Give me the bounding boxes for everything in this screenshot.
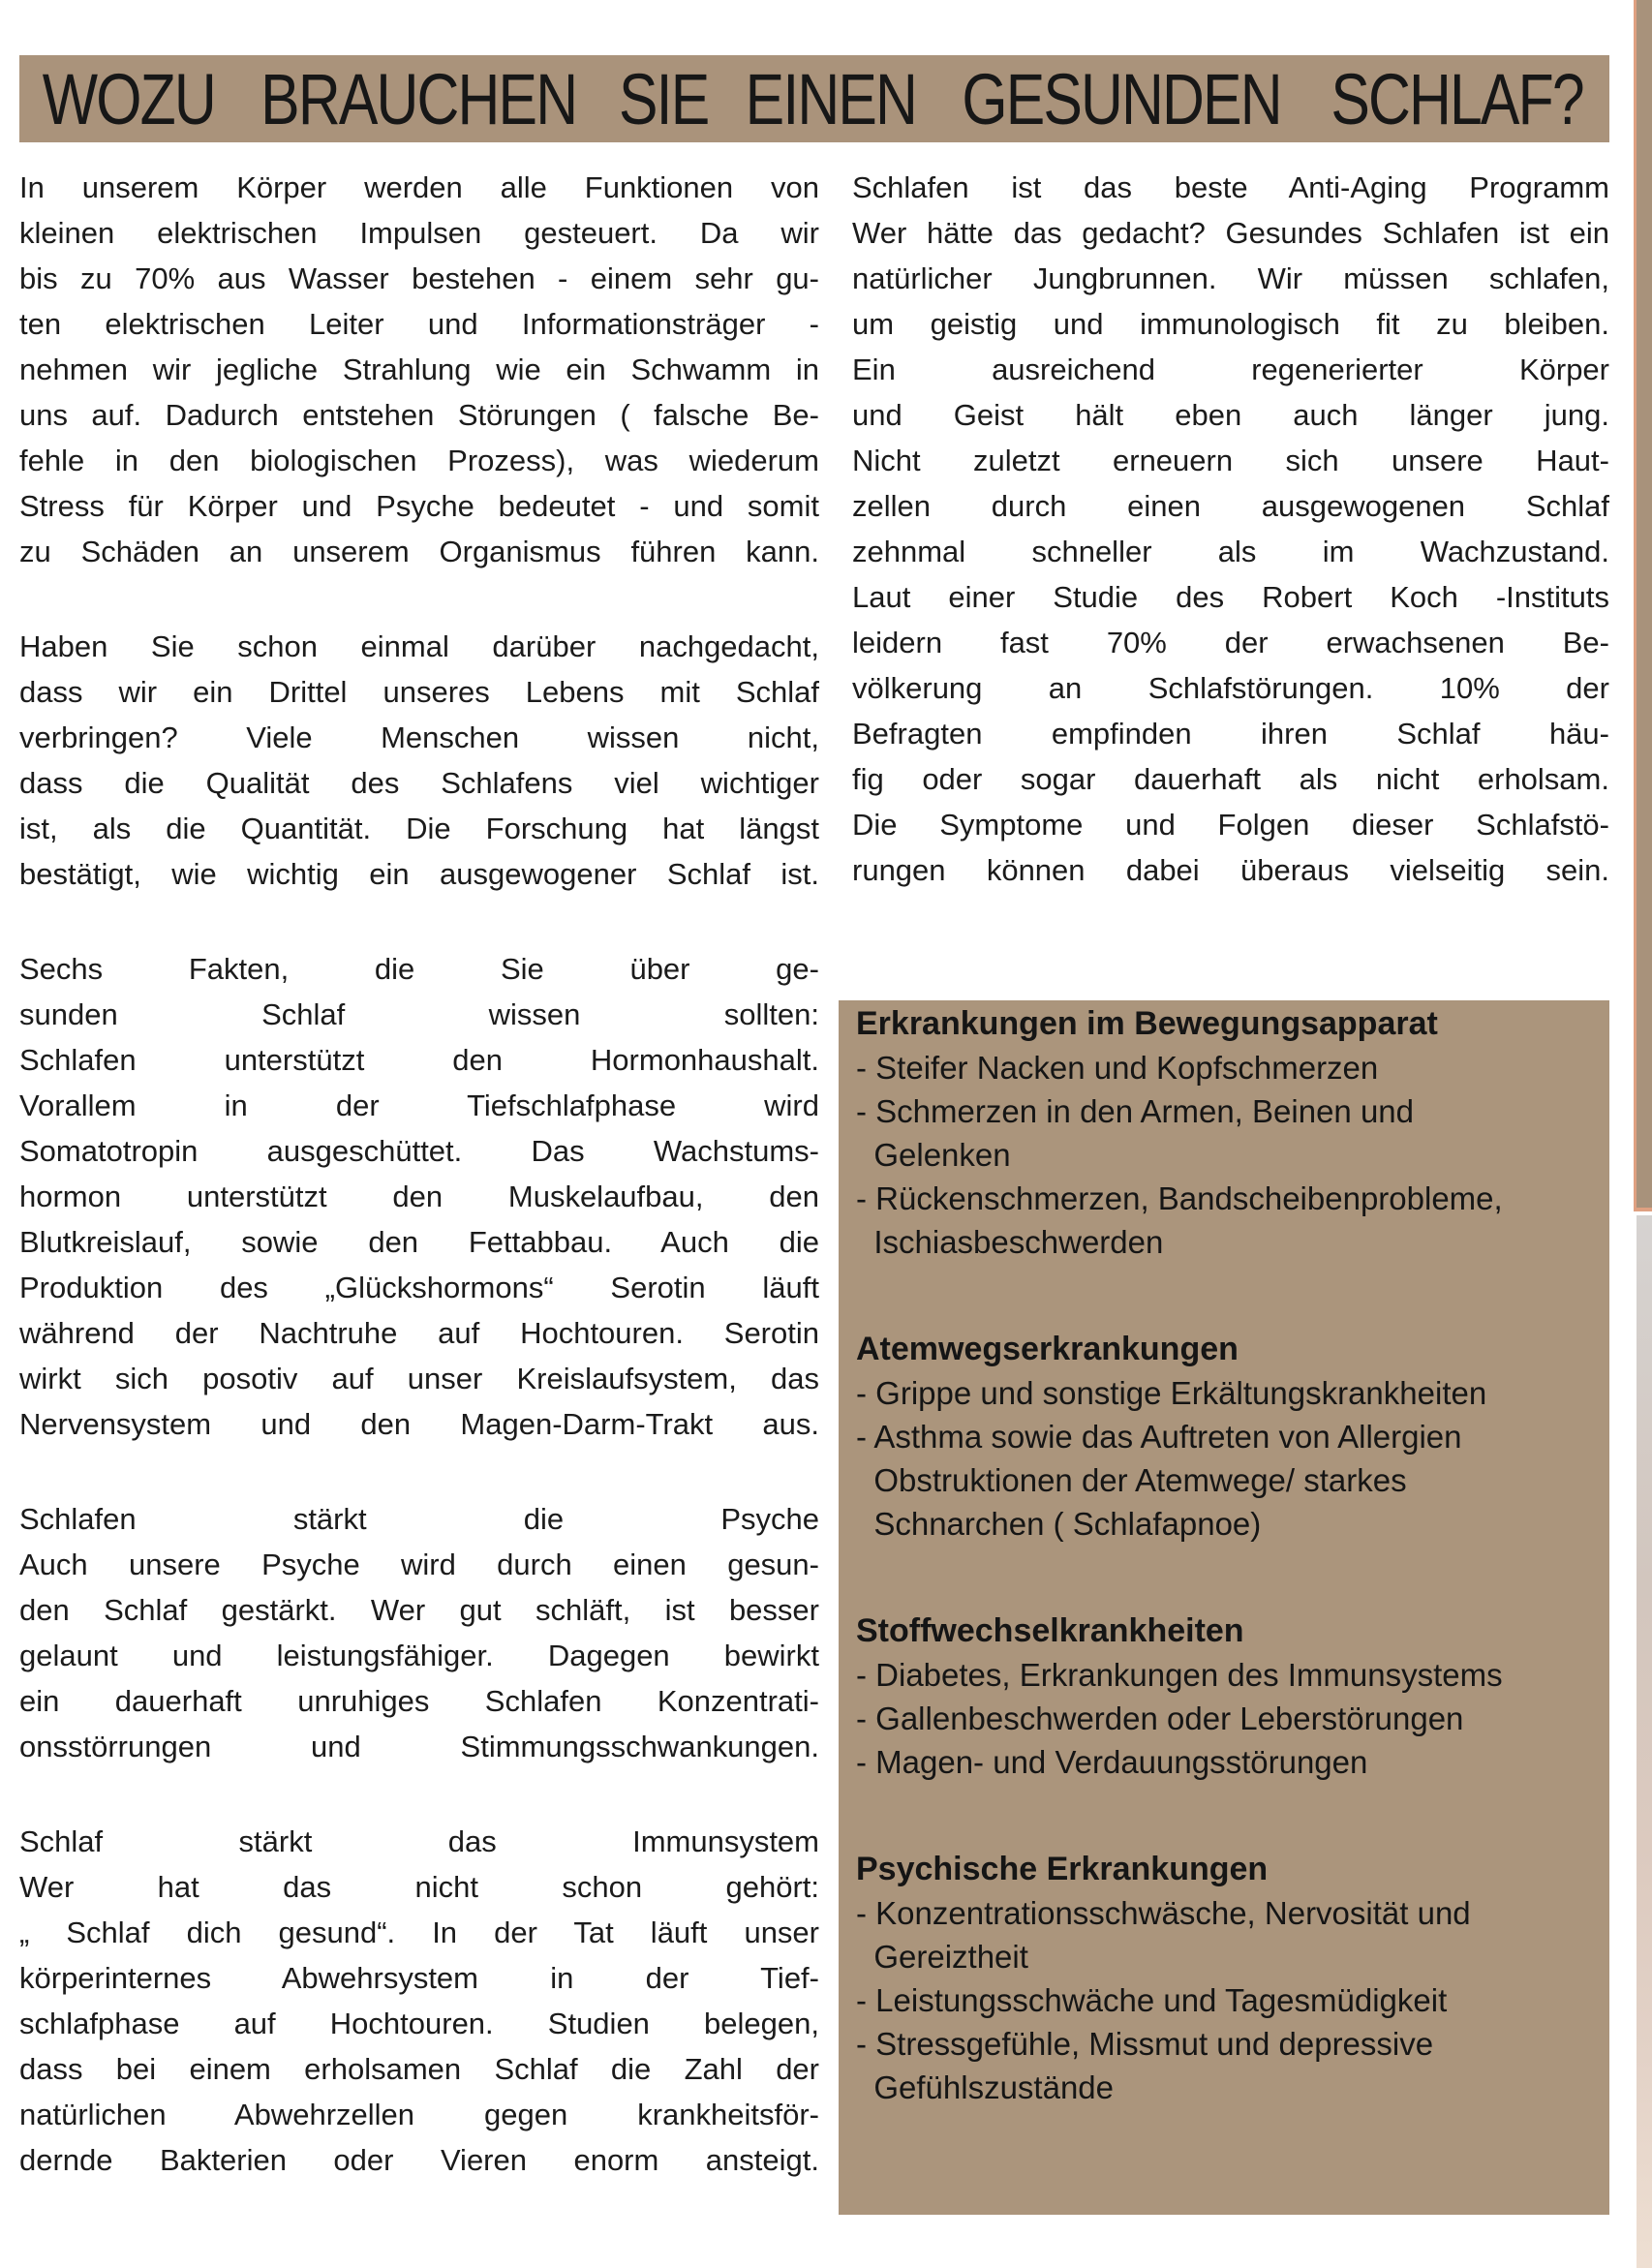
text-line: nehmen wir jegliche Strahlung wie ein Schwamm in [19, 352, 819, 386]
illness-section-heading: Erkrankungen im Bewegungsapparat [856, 1005, 1438, 1042]
text-line: bestätigt, wie wichtig ein ausgewogener Schlaf ist. [19, 857, 819, 891]
text-line: völkerung an Schlafstörungen. 10% der [852, 671, 1609, 705]
text-line: während der Nachtruhe auf Hochtouren. Serotin [19, 1316, 819, 1350]
text-line: Laut einer Studie des Robert Koch -Instituts [852, 580, 1609, 614]
text-line: wirkt sich posotiv auf unser Kreislaufsystem, das [19, 1362, 819, 1395]
header-band [19, 55, 1609, 142]
text-line: Die Symptome und Folgen dieser Schlafstö- [852, 808, 1609, 842]
text-line: Wer hätte das gedacht? Gesundes Schlafen ist ein [852, 216, 1609, 250]
next-page-edge-photo [1637, 1215, 1652, 2268]
text-line: dernde Bakterien oder Vieren enorm ansteigt. [19, 2143, 819, 2177]
text-line: körperinternes Abwehrsystem in der Tief- [19, 1961, 819, 1995]
illness-item: - Asthma sowie das Auftreten von Allergien [856, 1419, 1462, 1455]
text-line: dass wir ein Drittel unseres Lebens mit Schlaf [19, 675, 819, 709]
paragraph [19, 1819, 819, 2183]
text-line: zellen durch einen ausgewogenen Schlaf [852, 489, 1609, 523]
title-word: WOZU [42, 58, 215, 139]
paragraph [852, 165, 1609, 893]
text-line: Nicht zuletzt erneuern sich unsere Haut- [852, 444, 1609, 477]
paragraph [19, 1496, 819, 1769]
illness-item: Schnarchen ( Schlafapnoe) [856, 1506, 1262, 1542]
text-line: und Geist hält eben auch länger jung. [852, 398, 1609, 432]
illness-section-heading: Stoffwechselkrankheiten [856, 1612, 1244, 1649]
text-line: schlafphase auf Hochtouren. Studien belegen, [19, 2007, 819, 2040]
paragraph [19, 624, 819, 897]
illness-section-heading: Atemwegserkrankungen [856, 1331, 1239, 1367]
text-line: bis zu 70% aus Wasser bestehen - einem sehr gu- [19, 261, 819, 295]
text-line: verbringen? Viele Menschen wissen nicht, [19, 720, 819, 754]
illness-item: - Konzentrationsschwäsche, Nervosität und [856, 1895, 1471, 1931]
illness-item: - Gallenbeschwerden oder Leberstörungen [856, 1701, 1464, 1736]
text-line: Blutkreislauf, sowie den Fettabbau. Auch die [19, 1225, 819, 1259]
text-line: Sechs Fakten, die Sie über ge- [19, 952, 819, 986]
illness-item: - Schmerzen in den Armen, Beinen und [856, 1093, 1415, 1129]
illness-item: - Magen- und Verdauungsstörungen [856, 1744, 1368, 1780]
illness-item: - Steifer Nacken und Kopfschmerzen [856, 1050, 1379, 1086]
text-line: fehle in den biologischen Prozess), was wiederum [19, 444, 819, 477]
next-page-edge-tan [1634, 0, 1652, 1211]
illness-item: - Grippe und sonstige Erkältungskrankheiten [856, 1375, 1487, 1411]
text-line: Produktion des „Glückshormons“ Serotin läuft [19, 1271, 819, 1304]
illness-item: - Stressgefühle, Missmut und depressive [856, 2026, 1434, 2062]
illness-item: Gefühlszustände [856, 2069, 1115, 2105]
text-line: rungen können dabei überaus vielseitig sein. [852, 853, 1609, 887]
right-column [852, 165, 1609, 942]
title-word: BRAUCHEN [260, 58, 577, 139]
text-line: kleinen elektrischen Impulsen gesteuert. Da wir [19, 216, 819, 250]
text-line: fig oder sogar dauerhaft als nicht erholsam. [852, 762, 1609, 796]
text-line: hormon unterstützt den Muskelaufbau, den [19, 1180, 819, 1213]
illness-item: Gereiztheit [856, 1939, 1028, 1975]
left-column [19, 165, 819, 2232]
paragraph [19, 946, 819, 1447]
title-word: SCHLAF? [1331, 58, 1583, 139]
text-line: natürlicher Jungbrunnen. Wir müssen schlafen, [852, 261, 1609, 295]
text-line: ein dauerhaft unruhiges Schlafen Konzentrati- [19, 1684, 819, 1718]
text-line: Nervensystem und den Magen-Darm-Trakt aus. [19, 1407, 819, 1441]
text-line: dass bei einem erholsamen Schlaf die Zahl der [19, 2052, 819, 2086]
text-line: Stress für Körper und Psyche bedeutet - und somit [19, 489, 819, 523]
illness-section [856, 1848, 1592, 2109]
text-line: Auch unsere Psyche wird durch einen gesun- [19, 1548, 819, 1581]
title-word: GESUNDEN [962, 58, 1281, 139]
text-line: leidern fast 70% der erwachsenen Be- [852, 626, 1609, 659]
text-line: Wer hat das nicht schon gehört: [19, 1870, 819, 1904]
text-line: „ Schlaf dich gesund“. In der Tat läuft unser [19, 1916, 819, 1949]
text-line: natürlichen Abwehrzellen gegen krankheitsför- [19, 2098, 819, 2131]
illness-section-heading: Psychische Erkrankungen [856, 1851, 1269, 1887]
text-line: Schlafen stärkt die Psyche [19, 1502, 819, 1536]
text-line: Schlafen unterstützt den Hormonhaushalt. [19, 1043, 819, 1077]
text-line: gelaunt und leistungsfähiger. Dagegen bewirkt [19, 1639, 819, 1672]
illness-section [856, 1002, 1592, 1264]
text-line: den Schlaf gestärkt. Wer gut schläft, ist besser [19, 1593, 819, 1627]
title-word: SIE [619, 58, 709, 139]
text-line: Befragten empfinden ihren Schlaf häu- [852, 717, 1609, 751]
paragraph [19, 165, 819, 574]
text-line: zehnmal schneller als im Wachzustand. [852, 535, 1609, 568]
text-line: zu Schäden an unserem Organismus führen kann. [19, 535, 819, 568]
text-line: ten elektrischen Leiter und Informationsträger - [19, 307, 819, 341]
title-word: EINEN [745, 58, 916, 139]
text-line: um geistig und immunologisch fit zu bleiben. [852, 307, 1609, 341]
text-line: ist, als die Quantität. Die Forschung hat längst [19, 812, 819, 845]
illness-section [856, 1609, 1592, 1784]
text-line: onsstörrungen und Stimmungsschwankungen. [19, 1730, 819, 1763]
illness-item: - Diabetes, Erkrankungen des Immunsystems [856, 1657, 1503, 1693]
text-line: In unserem Körper werden alle Funktionen von [19, 170, 819, 204]
text-line: uns auf. Dadurch entstehen Störungen ( falsche Be- [19, 398, 819, 432]
illness-item: Ischiasbeschwerden [856, 1224, 1164, 1260]
text-line: Haben Sie schon einmal darüber nachgedacht, [19, 629, 819, 663]
text-line: Vorallem in der Tiefschlafphase wird [19, 1088, 819, 1122]
illness-item: Gelenken [856, 1137, 1011, 1173]
text-line: dass die Qualität des Schlafens viel wichtiger [19, 766, 819, 800]
text-line: sunden Schlaf wissen sollten: [19, 997, 819, 1031]
illness-box [839, 1000, 1609, 2215]
illness-item: - Rückenschmerzen, Bandscheibenprobleme, [856, 1180, 1503, 1216]
text-line: Schlaf stärkt das Immunsystem [19, 1824, 819, 1858]
text-line: Ein ausreichend regenerierter Körper [852, 352, 1609, 386]
illness-section [856, 1328, 1592, 1546]
text-line: Schlafen ist das beste Anti-Aging Programm [852, 170, 1609, 204]
illness-item: - Leistungsschwäche und Tagesmüdigkeit [856, 1982, 1448, 2018]
illness-item: Obstruktionen der Atemwege/ starkes [856, 1462, 1407, 1498]
text-line: Somatotropin ausgeschüttet. Das Wachstums- [19, 1134, 819, 1168]
